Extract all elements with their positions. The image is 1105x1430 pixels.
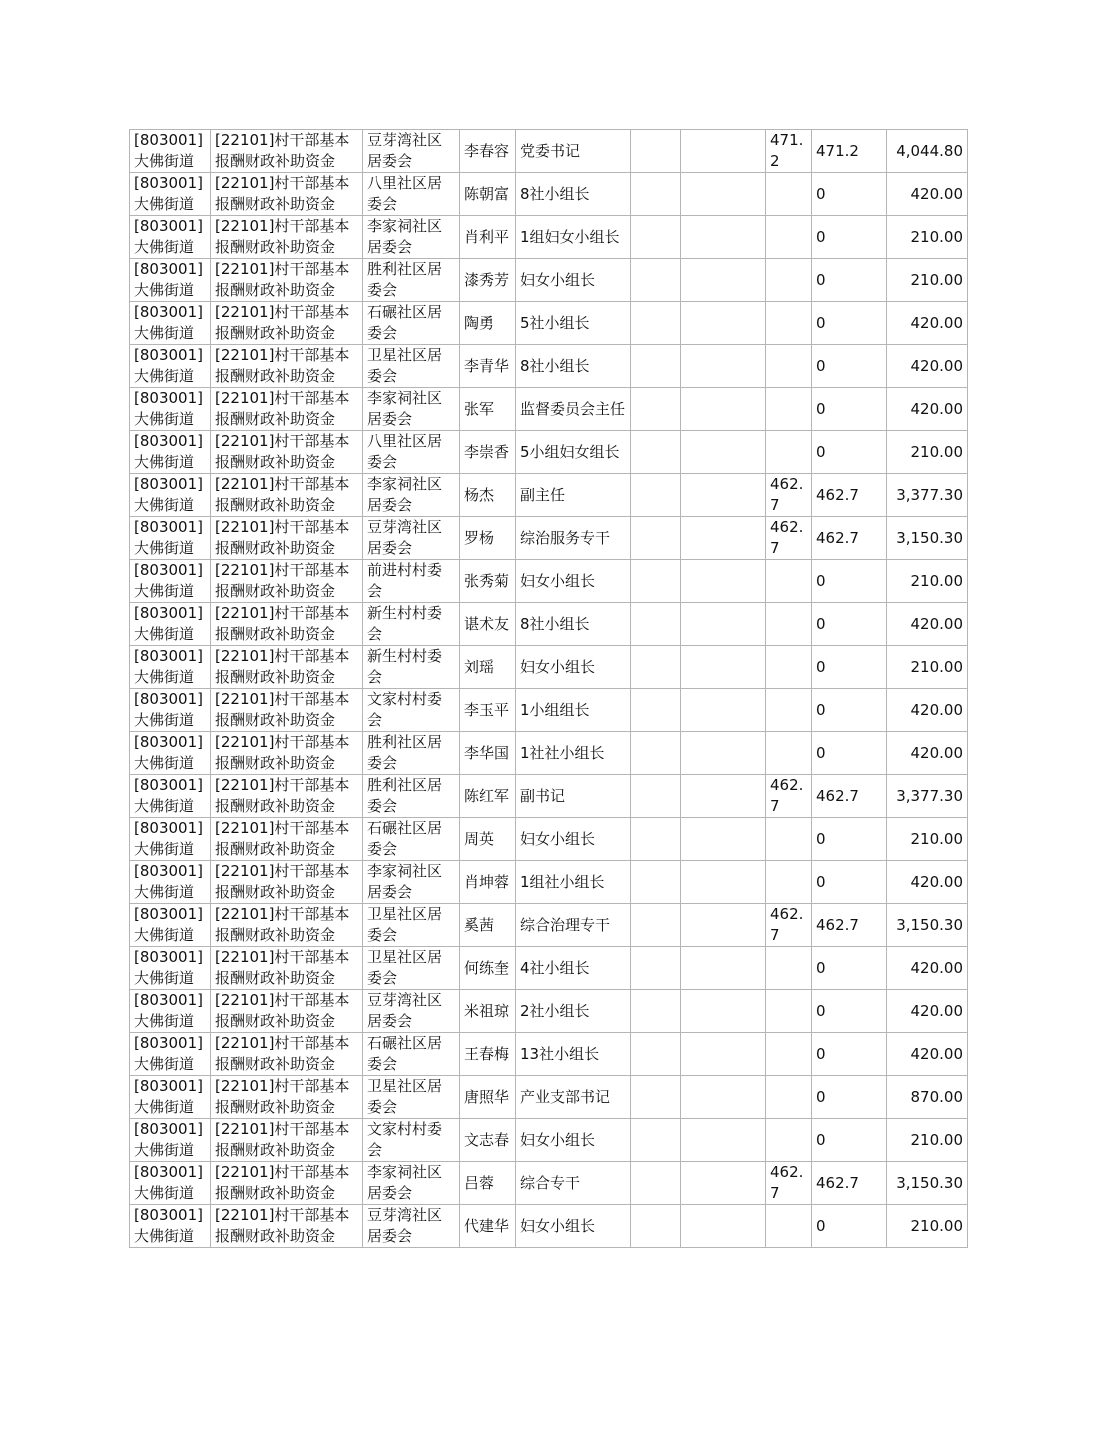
cell-organization: 文家村村委会 <box>363 1119 460 1162</box>
cell-position: 监督委员会主任 <box>516 388 631 431</box>
cell-amount: 420.00 <box>887 861 968 904</box>
cell-value-b: 462.7 <box>812 775 887 818</box>
cell-organization: 李家祠社区居委会 <box>363 388 460 431</box>
cell-unit-code: [803001]大佛街道 <box>130 259 211 302</box>
cell-value-a <box>766 990 812 1033</box>
cell-empty-a <box>631 431 681 474</box>
cell-empty-b <box>681 646 766 689</box>
cell-position: 妇女小组长 <box>516 1119 631 1162</box>
cell-value-a <box>766 646 812 689</box>
cell-unit-code: [803001]大佛街道 <box>130 1033 211 1076</box>
cell-empty-b <box>681 603 766 646</box>
cell-unit-code: [803001]大佛街道 <box>130 474 211 517</box>
cell-amount: 420.00 <box>887 388 968 431</box>
cell-value-b: 0 <box>812 216 887 259</box>
cell-position: 妇女小组长 <box>516 560 631 603</box>
cell-amount: 870.00 <box>887 1076 968 1119</box>
cell-unit-code: [803001]大佛街道 <box>130 689 211 732</box>
cell-person-name: 何练奎 <box>460 947 516 990</box>
cell-empty-a <box>631 1033 681 1076</box>
cell-value-a <box>766 560 812 603</box>
cell-position: 1小组组长 <box>516 689 631 732</box>
cell-empty-a <box>631 775 681 818</box>
cell-fund: [22101]村干部基本报酬财政补助资金 <box>211 130 363 173</box>
cell-position: 妇女小组长 <box>516 1205 631 1248</box>
cell-position: 8社小组长 <box>516 345 631 388</box>
cell-unit-code: [803001]大佛街道 <box>130 990 211 1033</box>
cell-empty-a <box>631 1119 681 1162</box>
cell-person-name: 杨杰 <box>460 474 516 517</box>
cell-value-a <box>766 1119 812 1162</box>
cell-empty-b <box>681 517 766 560</box>
cell-fund: [22101]村干部基本报酬财政补助资金 <box>211 302 363 345</box>
cell-amount: 4,044.80 <box>887 130 968 173</box>
cell-unit-code: [803001]大佛街道 <box>130 517 211 560</box>
cell-fund: [22101]村干部基本报酬财政补助资金 <box>211 775 363 818</box>
cell-value-a <box>766 1033 812 1076</box>
cell-value-a <box>766 431 812 474</box>
cell-value-b: 0 <box>812 732 887 775</box>
cell-person-name: 唐照华 <box>460 1076 516 1119</box>
cell-empty-a <box>631 345 681 388</box>
cell-organization: 豆芽湾社区居委会 <box>363 130 460 173</box>
cell-amount: 210.00 <box>887 1119 968 1162</box>
cell-position: 综合专干 <box>516 1162 631 1205</box>
cell-position: 党委书记 <box>516 130 631 173</box>
cell-amount: 3,377.30 <box>887 474 968 517</box>
table-row <box>130 818 968 861</box>
table-row <box>130 947 968 990</box>
cell-person-name: 吕蓉 <box>460 1162 516 1205</box>
cell-empty-a <box>631 689 681 732</box>
cell-person-name: 张军 <box>460 388 516 431</box>
cell-fund: [22101]村干部基本报酬财政补助资金 <box>211 1033 363 1076</box>
payroll-table <box>129 129 968 1248</box>
table-body <box>130 130 968 1248</box>
cell-empty-a <box>631 1162 681 1205</box>
cell-amount: 210.00 <box>887 818 968 861</box>
cell-person-name: 罗杨 <box>460 517 516 560</box>
cell-empty-b <box>681 904 766 947</box>
cell-empty-a <box>631 1076 681 1119</box>
cell-value-a <box>766 173 812 216</box>
table-row <box>130 1033 968 1076</box>
cell-value-a: 462.7 <box>766 1162 812 1205</box>
cell-unit-code: [803001]大佛街道 <box>130 1162 211 1205</box>
cell-organization: 李家祠社区居委会 <box>363 216 460 259</box>
cell-empty-b <box>681 1205 766 1248</box>
cell-organization: 李家祠社区居委会 <box>363 861 460 904</box>
cell-unit-code: [803001]大佛街道 <box>130 947 211 990</box>
cell-amount: 420.00 <box>887 732 968 775</box>
cell-value-b: 0 <box>812 388 887 431</box>
cell-value-b: 0 <box>812 173 887 216</box>
cell-value-b: 0 <box>812 302 887 345</box>
cell-organization: 新生村村委会 <box>363 646 460 689</box>
cell-unit-code: [803001]大佛街道 <box>130 861 211 904</box>
table-row <box>130 388 968 431</box>
cell-fund: [22101]村干部基本报酬财政补助资金 <box>211 388 363 431</box>
cell-fund: [22101]村干部基本报酬财政补助资金 <box>211 259 363 302</box>
cell-empty-a <box>631 861 681 904</box>
cell-position: 综治服务专干 <box>516 517 631 560</box>
cell-fund: [22101]村干部基本报酬财政补助资金 <box>211 732 363 775</box>
cell-empty-b <box>681 732 766 775</box>
cell-organization: 豆芽湾社区居委会 <box>363 990 460 1033</box>
cell-value-b: 0 <box>812 345 887 388</box>
cell-fund: [22101]村干部基本报酬财政补助资金 <box>211 1076 363 1119</box>
table-row <box>130 1076 968 1119</box>
cell-value-b: 462.7 <box>812 517 887 560</box>
cell-amount: 210.00 <box>887 259 968 302</box>
cell-empty-b <box>681 861 766 904</box>
cell-value-b: 0 <box>812 259 887 302</box>
table-row <box>130 345 968 388</box>
cell-organization: 文家村村委会 <box>363 689 460 732</box>
cell-position: 产业支部书记 <box>516 1076 631 1119</box>
table-row <box>130 517 968 560</box>
cell-unit-code: [803001]大佛街道 <box>130 388 211 431</box>
cell-value-a <box>766 732 812 775</box>
cell-fund: [22101]村干部基本报酬财政补助资金 <box>211 861 363 904</box>
cell-value-b: 0 <box>812 1205 887 1248</box>
cell-empty-a <box>631 517 681 560</box>
cell-person-name: 代建华 <box>460 1205 516 1248</box>
table-row <box>130 560 968 603</box>
cell-value-b: 0 <box>812 947 887 990</box>
cell-amount: 420.00 <box>887 302 968 345</box>
table-row <box>130 732 968 775</box>
cell-position: 13社小组长 <box>516 1033 631 1076</box>
table-row <box>130 1162 968 1205</box>
cell-empty-a <box>631 818 681 861</box>
cell-person-name: 米祖琼 <box>460 990 516 1033</box>
cell-fund: [22101]村干部基本报酬财政补助资金 <box>211 345 363 388</box>
cell-empty-b <box>681 173 766 216</box>
cell-fund: [22101]村干部基本报酬财政补助资金 <box>211 216 363 259</box>
cell-person-name: 李崇香 <box>460 431 516 474</box>
cell-amount: 3,150.30 <box>887 517 968 560</box>
cell-organization: 新生村村委会 <box>363 603 460 646</box>
cell-value-b: 0 <box>812 646 887 689</box>
cell-unit-code: [803001]大佛街道 <box>130 904 211 947</box>
cell-organization: 卫星社区居委会 <box>363 947 460 990</box>
cell-value-a <box>766 388 812 431</box>
cell-value-a <box>766 1205 812 1248</box>
cell-fund: [22101]村干部基本报酬财政补助资金 <box>211 904 363 947</box>
cell-organization: 石碾社区居委会 <box>363 818 460 861</box>
cell-position: 5小组妇女组长 <box>516 431 631 474</box>
cell-person-name: 李青华 <box>460 345 516 388</box>
cell-position: 1社社小组长 <box>516 732 631 775</box>
cell-amount: 210.00 <box>887 1205 968 1248</box>
cell-amount: 210.00 <box>887 431 968 474</box>
cell-value-a <box>766 603 812 646</box>
cell-value-b: 462.7 <box>812 474 887 517</box>
cell-position: 妇女小组长 <box>516 259 631 302</box>
cell-value-a: 462.7 <box>766 904 812 947</box>
table-row <box>130 302 968 345</box>
cell-empty-a <box>631 603 681 646</box>
cell-fund: [22101]村干部基本报酬财政补助资金 <box>211 947 363 990</box>
cell-unit-code: [803001]大佛街道 <box>130 173 211 216</box>
cell-unit-code: [803001]大佛街道 <box>130 1205 211 1248</box>
cell-person-name: 肖坤蓉 <box>460 861 516 904</box>
cell-organization: 豆芽湾社区居委会 <box>363 1205 460 1248</box>
cell-position: 2社小组长 <box>516 990 631 1033</box>
cell-organization: 李家祠社区居委会 <box>363 1162 460 1205</box>
table-row <box>130 431 968 474</box>
cell-person-name: 李玉平 <box>460 689 516 732</box>
cell-amount: 420.00 <box>887 990 968 1033</box>
cell-position: 8社小组长 <box>516 173 631 216</box>
cell-value-a <box>766 689 812 732</box>
cell-empty-b <box>681 130 766 173</box>
cell-empty-b <box>681 474 766 517</box>
cell-empty-b <box>681 388 766 431</box>
table-row <box>130 474 968 517</box>
cell-empty-b <box>681 947 766 990</box>
cell-empty-a <box>631 904 681 947</box>
cell-empty-b <box>681 216 766 259</box>
cell-fund: [22101]村干部基本报酬财政补助资金 <box>211 1205 363 1248</box>
cell-empty-a <box>631 560 681 603</box>
cell-position: 妇女小组长 <box>516 646 631 689</box>
cell-amount: 420.00 <box>887 1033 968 1076</box>
cell-value-b: 0 <box>812 1033 887 1076</box>
table-row <box>130 1205 968 1248</box>
cell-value-a: 462.7 <box>766 474 812 517</box>
cell-unit-code: [803001]大佛街道 <box>130 646 211 689</box>
table-row <box>130 646 968 689</box>
cell-empty-a <box>631 474 681 517</box>
cell-amount: 3,150.30 <box>887 1162 968 1205</box>
table-row <box>130 990 968 1033</box>
cell-amount: 420.00 <box>887 345 968 388</box>
cell-person-name: 刘瑶 <box>460 646 516 689</box>
cell-organization: 八里社区居委会 <box>363 431 460 474</box>
cell-value-b: 0 <box>812 560 887 603</box>
cell-organization: 石碾社区居委会 <box>363 302 460 345</box>
cell-person-name: 李春容 <box>460 130 516 173</box>
cell-fund: [22101]村干部基本报酬财政补助资金 <box>211 1162 363 1205</box>
cell-person-name: 张秀菊 <box>460 560 516 603</box>
cell-empty-b <box>681 560 766 603</box>
table-row <box>130 775 968 818</box>
cell-fund: [22101]村干部基本报酬财政补助资金 <box>211 173 363 216</box>
cell-person-name: 王春梅 <box>460 1033 516 1076</box>
cell-value-a <box>766 302 812 345</box>
cell-amount: 420.00 <box>887 603 968 646</box>
cell-organization: 卫星社区居委会 <box>363 345 460 388</box>
cell-person-name: 李华国 <box>460 732 516 775</box>
cell-position: 4社小组长 <box>516 947 631 990</box>
cell-empty-b <box>681 302 766 345</box>
table-row <box>130 689 968 732</box>
cell-value-b: 462.7 <box>812 1162 887 1205</box>
cell-fund: [22101]村干部基本报酬财政补助资金 <box>211 646 363 689</box>
cell-empty-a <box>631 302 681 345</box>
cell-person-name: 漆秀芳 <box>460 259 516 302</box>
cell-value-a: 462.7 <box>766 775 812 818</box>
cell-value-b: 462.7 <box>812 904 887 947</box>
cell-amount: 210.00 <box>887 560 968 603</box>
cell-value-b: 0 <box>812 1076 887 1119</box>
cell-amount: 420.00 <box>887 947 968 990</box>
table-row <box>130 861 968 904</box>
cell-value-b: 0 <box>812 1119 887 1162</box>
cell-empty-b <box>681 1119 766 1162</box>
cell-value-b: 471.2 <box>812 130 887 173</box>
cell-empty-b <box>681 818 766 861</box>
cell-empty-a <box>631 947 681 990</box>
cell-position: 妇女小组长 <box>516 818 631 861</box>
cell-unit-code: [803001]大佛街道 <box>130 560 211 603</box>
table-row <box>130 173 968 216</box>
cell-value-b: 0 <box>812 990 887 1033</box>
cell-value-a: 462.7 <box>766 517 812 560</box>
cell-value-b: 0 <box>812 861 887 904</box>
cell-empty-b <box>681 431 766 474</box>
cell-unit-code: [803001]大佛街道 <box>130 818 211 861</box>
cell-fund: [22101]村干部基本报酬财政补助资金 <box>211 818 363 861</box>
table-row <box>130 603 968 646</box>
cell-organization: 前进村村委会 <box>363 560 460 603</box>
cell-unit-code: [803001]大佛街道 <box>130 732 211 775</box>
cell-person-name: 周英 <box>460 818 516 861</box>
cell-empty-a <box>631 216 681 259</box>
cell-amount: 3,150.30 <box>887 904 968 947</box>
cell-value-b: 0 <box>812 431 887 474</box>
cell-person-name: 陈红军 <box>460 775 516 818</box>
cell-empty-a <box>631 173 681 216</box>
cell-organization: 石碾社区居委会 <box>363 1033 460 1076</box>
cell-value-b: 0 <box>812 818 887 861</box>
cell-value-a <box>766 1076 812 1119</box>
cell-value-a <box>766 216 812 259</box>
cell-empty-a <box>631 388 681 431</box>
cell-unit-code: [803001]大佛街道 <box>130 302 211 345</box>
cell-fund: [22101]村干部基本报酬财政补助资金 <box>211 431 363 474</box>
cell-unit-code: [803001]大佛街道 <box>130 431 211 474</box>
cell-organization: 胜利社区居委会 <box>363 732 460 775</box>
cell-fund: [22101]村干部基本报酬财政补助资金 <box>211 990 363 1033</box>
cell-person-name: 陈朝富 <box>460 173 516 216</box>
cell-organization: 卫星社区居委会 <box>363 1076 460 1119</box>
cell-organization: 李家祠社区居委会 <box>363 474 460 517</box>
cell-position: 8社小组长 <box>516 603 631 646</box>
cell-value-a <box>766 259 812 302</box>
table-row <box>130 904 968 947</box>
cell-empty-b <box>681 259 766 302</box>
cell-position: 1组妇女小组长 <box>516 216 631 259</box>
cell-unit-code: [803001]大佛街道 <box>130 216 211 259</box>
table-row <box>130 216 968 259</box>
cell-position: 1组社小组长 <box>516 861 631 904</box>
cell-empty-b <box>681 990 766 1033</box>
cell-unit-code: [803001]大佛街道 <box>130 130 211 173</box>
cell-position: 副主任 <box>516 474 631 517</box>
cell-amount: 210.00 <box>887 646 968 689</box>
cell-organization: 胜利社区居委会 <box>363 259 460 302</box>
cell-amount: 210.00 <box>887 216 968 259</box>
cell-unit-code: [803001]大佛街道 <box>130 1119 211 1162</box>
cell-empty-a <box>631 732 681 775</box>
cell-fund: [22101]村干部基本报酬财政补助资金 <box>211 689 363 732</box>
cell-fund: [22101]村干部基本报酬财政补助资金 <box>211 603 363 646</box>
cell-empty-a <box>631 646 681 689</box>
table-row <box>130 259 968 302</box>
cell-amount: 420.00 <box>887 689 968 732</box>
cell-person-name: 陶勇 <box>460 302 516 345</box>
cell-person-name: 肖利平 <box>460 216 516 259</box>
cell-fund: [22101]村干部基本报酬财政补助资金 <box>211 474 363 517</box>
cell-person-name: 文志春 <box>460 1119 516 1162</box>
cell-value-a: 471.2 <box>766 130 812 173</box>
cell-unit-code: [803001]大佛街道 <box>130 775 211 818</box>
cell-fund: [22101]村干部基本报酬财政补助资金 <box>211 560 363 603</box>
cell-organization: 卫星社区居委会 <box>363 904 460 947</box>
cell-empty-b <box>681 1076 766 1119</box>
table-row <box>130 130 968 173</box>
cell-empty-b <box>681 1162 766 1205</box>
cell-amount: 3,377.30 <box>887 775 968 818</box>
cell-empty-a <box>631 130 681 173</box>
cell-position: 综合治理专干 <box>516 904 631 947</box>
cell-position: 副书记 <box>516 775 631 818</box>
cell-value-b: 0 <box>812 603 887 646</box>
cell-unit-code: [803001]大佛街道 <box>130 603 211 646</box>
cell-empty-a <box>631 1205 681 1248</box>
cell-empty-b <box>681 345 766 388</box>
cell-empty-a <box>631 259 681 302</box>
cell-organization: 豆芽湾社区居委会 <box>363 517 460 560</box>
table-row <box>130 1119 968 1162</box>
cell-position: 5社小组长 <box>516 302 631 345</box>
cell-value-a <box>766 345 812 388</box>
cell-person-name: 谌术友 <box>460 603 516 646</box>
cell-unit-code: [803001]大佛街道 <box>130 1076 211 1119</box>
cell-empty-b <box>681 775 766 818</box>
cell-fund: [22101]村干部基本报酬财政补助资金 <box>211 517 363 560</box>
cell-value-a <box>766 818 812 861</box>
cell-unit-code: [803001]大佛街道 <box>130 345 211 388</box>
cell-value-a <box>766 861 812 904</box>
cell-empty-b <box>681 689 766 732</box>
cell-person-name: 奚茜 <box>460 904 516 947</box>
cell-amount: 420.00 <box>887 173 968 216</box>
cell-value-b: 0 <box>812 689 887 732</box>
cell-empty-a <box>631 990 681 1033</box>
cell-organization: 八里社区居委会 <box>363 173 460 216</box>
cell-organization: 胜利社区居委会 <box>363 775 460 818</box>
cell-value-a <box>766 947 812 990</box>
cell-empty-b <box>681 1033 766 1076</box>
cell-fund: [22101]村干部基本报酬财政补助资金 <box>211 1119 363 1162</box>
